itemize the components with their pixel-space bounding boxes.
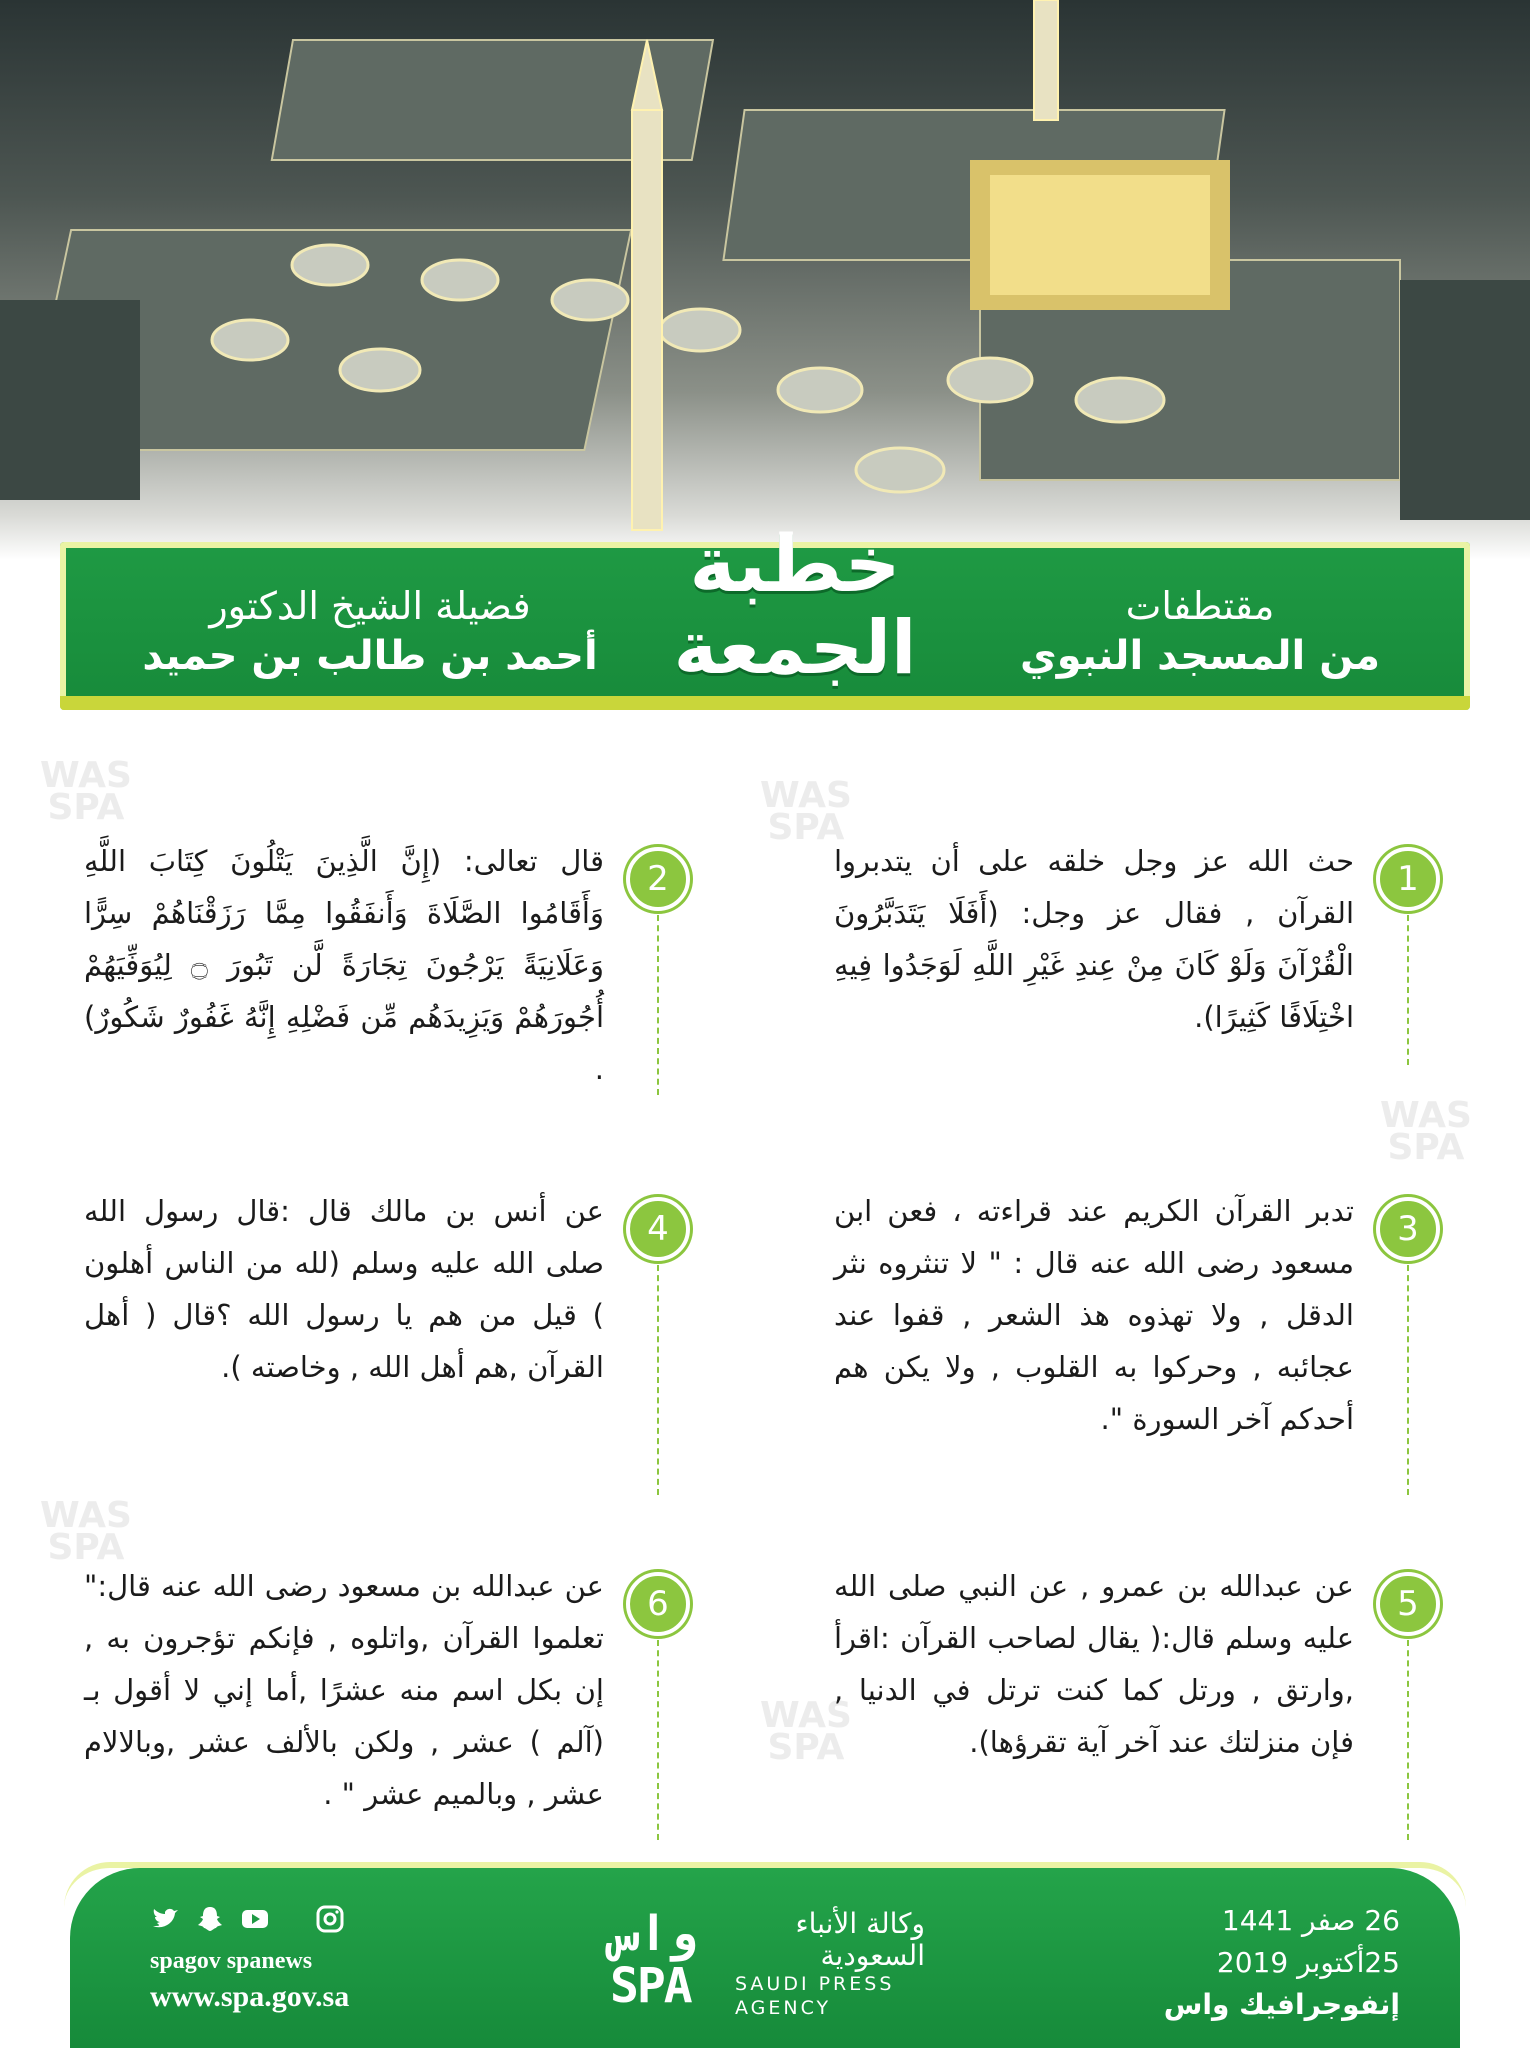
item-number-badge: 5: [1376, 1572, 1440, 1636]
excerpt-item-3: [834, 1185, 1440, 1455]
spa-logo-mark: [610, 1908, 720, 2012]
dashed-divider: [1407, 915, 1409, 1065]
spa-logo: [610, 1908, 930, 2028]
excerpt-text: قال تعالى: (إِنَّ الَّذِينَ يَتْلُونَ كِتَابَ اللَّهِ وَأَقَامُوا الصَّلَاةَ وَأَنفَقُوا مِمَّا رَزَقْنَاهُمْ سِرًّا وَعَلَانِيَةً يَرْجُونَ تِجَارَةً لَّن تَبُورَ ۝ لِيُوَفِّيَهُمْ أُجُورَهُمْ وَيَزِيدَهُم مِّن فَضْلِهِ إِنَّهُ غَفُورٌ شَكُورٌ) .: [84, 844, 604, 1086]
logo-word-jumua: الجمعة: [673, 605, 917, 691]
watermark: WAS SPA: [40, 755, 132, 828]
watermark: WAS SPA: [1380, 1095, 1472, 1168]
item-number-badge: 1: [1376, 847, 1440, 911]
watermark: WAS SPA: [40, 1495, 132, 1568]
spa-mark-latin: SPA: [610, 1958, 691, 2014]
instagram-icon[interactable]: [315, 1904, 345, 1934]
spa-mark-arabic: واس: [610, 1906, 697, 1962]
footer-bar: [70, 1868, 1460, 2048]
preacher-full-name: أحمد بن طالب بن حميد: [142, 633, 598, 679]
excerpt-text: تدبر القرآن الكريم عند قراءته ، فعن ابن مسعود رضى الله عنه قال : " لا تنثروه نثر الدقل , ولا تهذوه هذ الشعر , قفوا عند عجائبه , وحركوا به القلوب , ولا يكن هم أحدكم آخر السورة ".: [834, 1194, 1354, 1436]
excerpts-label: مقتطفات: [1125, 584, 1275, 628]
social-icons: [150, 1904, 410, 1944]
friday-sermon-logo: [630, 522, 960, 717]
item-number-badge: 3: [1376, 1197, 1440, 1261]
watermark: WAS SPA: [760, 775, 852, 848]
excerpt-item-1: [834, 835, 1440, 1065]
dashed-divider: [1407, 1265, 1409, 1495]
agency-english-line2: AGENCY: [735, 1997, 832, 2019]
agency-english-line1: SAUDI PRESS: [735, 1973, 895, 1995]
excerpt-item-2: [84, 835, 690, 1095]
social-handles: spagov spanews: [150, 1948, 313, 1974]
excerpt-text: حث الله عز وجل خلقه على أن يتدبروا القرآن , فقال عز وجل: (أَفَلَا يَتَدَبَّرُونَ الْقُرْآنَ وَلَوْ كَانَ مِنْ عِندِ غَيْرِ اللَّهِ لَوَجَدُوا فِيهِ اخْتِلَافًا كَثِيرًا).: [834, 844, 1354, 1034]
twitter-icon[interactable]: [150, 1904, 180, 1934]
preacher-name: [110, 582, 630, 682]
website-link[interactable]: www.spa.gov.sa: [150, 1980, 350, 2013]
dashed-divider: [657, 1640, 659, 1840]
dashed-divider: [657, 1265, 659, 1495]
title-banner: [60, 520, 1470, 710]
excerpt-item-6: [84, 1560, 690, 1830]
dashed-divider: [1407, 1640, 1409, 1840]
agency-arabic-line2: السعودية: [820, 1939, 925, 1972]
excerpt-text: عن أنس بن مالك قال :قال رسول الله صلى الله عليه وسلم (لله من الناس أهلون ) قيل من هم يا رسول الله ؟قال ( أهل القرآن ,هم أهل الله , وخاصته ).: [84, 1194, 604, 1384]
watermark: WAS SPA: [760, 1695, 852, 1768]
agency-arabic-line1: وكالة الأنباء: [795, 1907, 925, 1940]
excerpt-item-5: [834, 1560, 1440, 1830]
dashed-divider: [657, 915, 659, 1095]
date-block: [1140, 1900, 1400, 2026]
agency-english-name: [735, 1972, 925, 2020]
logo-word-khutba: خطبة: [689, 520, 901, 610]
excerpt-text: عن عبدالله بن عمرو , عن النبي صلى الله عليه وسلم قال:( يقال لصاحب القرآن :اقرأ ,وارتق , ورتل كما كنت ترتل في الدنيا , فإن منزلتك عند آخر آية تقرؤها).: [834, 1569, 1354, 1759]
item-number-badge: 4: [626, 1197, 690, 1261]
excerpt-item-4: [84, 1185, 690, 1455]
item-number-badge: 2: [626, 847, 690, 911]
youtube-icon[interactable]: [240, 1904, 270, 1934]
excerpt-text: عن عبدالله بن مسعود رضى الله عنه قال:" تعلموا القرآن ,واتلوه , فإنكم تؤجرون به , إن بكل اسم منه عشرًا ,أما إني لا أقول بـ (آلم ) عشر , ولكن بالألف عشر ,وبالالام عشر , وبالميم عشر " .: [84, 1569, 604, 1811]
item-number-badge: 6: [626, 1572, 690, 1636]
snapchat-icon[interactable]: [195, 1904, 225, 1934]
preacher-title: فضيلة الشيخ الدكتور: [209, 584, 531, 628]
infographic-label: إنفوجرافيك واس: [1163, 1988, 1400, 2021]
mosque-photo: [0, 0, 1530, 560]
excerpts-heading: [990, 582, 1410, 682]
hijri-date: 26 صفر 1441: [1221, 1904, 1400, 1937]
gregorian-date: 25أكتوبر 2019: [1216, 1946, 1400, 1979]
mosque-label: من المسجد النبوي: [1020, 633, 1380, 679]
agency-arabic-name: [735, 1908, 925, 1972]
mosque-illustration: [0, 0, 1530, 560]
social-block: [150, 1904, 410, 2016]
